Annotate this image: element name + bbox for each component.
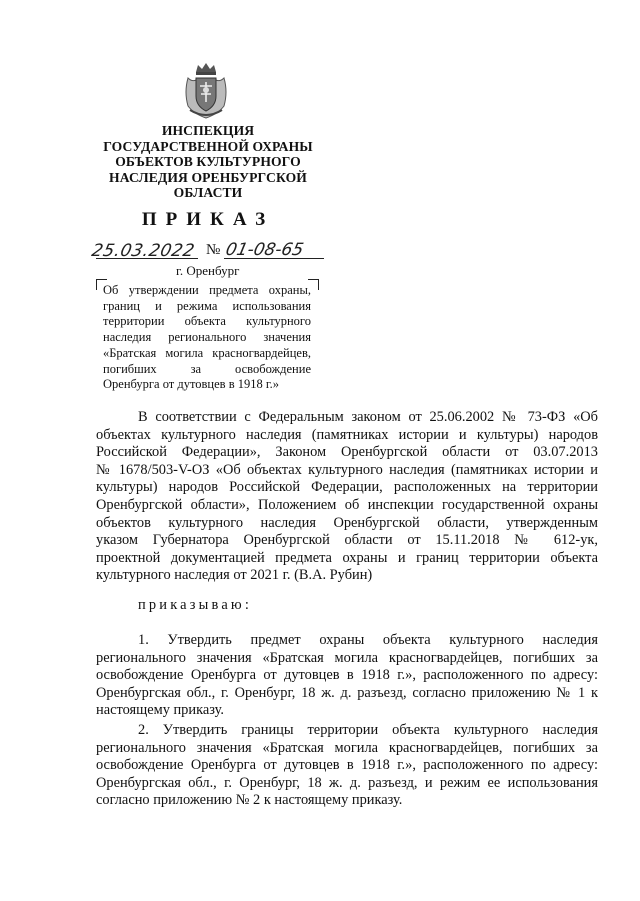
subject-line: Оренбурга от дутовцев в 1918 г.»: [103, 377, 279, 392]
text-line: регионального значения «Братская могила красногвардейцев, погибших за: [96, 649, 598, 666]
order-subject: [103, 283, 311, 393]
text-line: регионального значения «Братская могила красногвардейцев, погибших за: [96, 739, 598, 756]
authority-line: ГОСУДАРСТВЕННОЙ ОХРАНЫ: [103, 138, 313, 154]
document-type-title: ПРИКАЗ: [141, 209, 275, 230]
text-line: культуры) народов Российской Федерации, расположенных на территории: [96, 479, 598, 496]
order-word: приказываю:: [138, 597, 253, 613]
text-line: культурного наследия от 2021 г. (В.А. Рубин): [96, 567, 373, 584]
city: г. Оренбург: [176, 263, 240, 278]
text-line: Оренбургская обл., г. Оренбург, 18 ж. д. разъезд, и режим ее использования: [96, 774, 598, 791]
text-line: проектной документацией предмета охраны и границ территории объекта: [96, 549, 598, 566]
issuing-authority: [96, 123, 320, 201]
text-line: 2. Утвердить границы территории объекта культурного наследия: [138, 722, 598, 738]
number-sign: №: [206, 242, 221, 258]
coat-of-arms-icon: [184, 62, 228, 120]
text-line: освобождение Оренбурга от дутовцев в 1918 г.», расположенного по адресу:: [96, 667, 598, 684]
text-line: объектов культурного наследия Оренбургской области, утвержденным: [96, 514, 598, 531]
subject-line: территории объекта культурного: [103, 314, 311, 329]
handwritten-number: 01-08-65: [223, 240, 306, 260]
text-line: № 1678/503-V-ОЗ «Об объектах культурного наследия (памятниках истории и: [96, 461, 598, 478]
subject-line: «Братская могила красногвардейцев,: [103, 345, 311, 360]
authority-line: ОБЛАСТИ: [173, 185, 243, 200]
text-line: Российской Федерации», Законом Оренбургской области от 03.07.2013: [96, 444, 598, 461]
text-line: указом Губернатора Оренбургской области от 15.11.2018 № 612-ук,: [96, 532, 598, 549]
text-line: Оренбургская обл., г. Оренбург, 18 ж. д. разъезд, согласно приложению № 1 к: [96, 684, 598, 701]
subject-line: наследия регионального значения: [103, 330, 311, 345]
date-underline: [96, 258, 198, 259]
text-line: Оренбургской области», Положением об инспекции государственной охраны: [96, 496, 598, 513]
handwritten-date: 25.03.2022: [89, 241, 197, 261]
order-item-1: [96, 632, 598, 720]
text-line: В соответствии с Федеральным законом от 25.06.2002 № 73-ФЗ «Об: [138, 409, 598, 425]
text-line: согласно приложению № 2 к настоящему приказу.: [96, 792, 403, 809]
number-underline: [224, 258, 324, 259]
subject-line: границ и режима использования: [103, 298, 311, 313]
subject-line: Об утверждении предмета охраны,: [103, 283, 311, 297]
text-line: настоящему приказу.: [96, 702, 224, 719]
subject-line: погибших за освобождение: [103, 361, 311, 376]
text-line: объектах культурного наследия (памятниках истории и культуры) народов: [96, 426, 598, 443]
authority-line: ОБЪЕКТОВ КУЛЬТУРНОГО: [115, 154, 301, 169]
authority-line: НАСЛЕДИЯ ОРЕНБУРГСКОЙ: [109, 169, 307, 185]
text-line: освобождение Оренбурга от дутовцев в 1918 г.», расположенного по адресу:: [96, 757, 598, 774]
order-item-2: [96, 722, 598, 810]
preamble-paragraph: [96, 409, 598, 585]
text-line: 1. Утвердить предмет охраны объекта культурного наследия: [138, 632, 598, 648]
authority-line: ИНСПЕКЦИЯ: [161, 123, 255, 138]
